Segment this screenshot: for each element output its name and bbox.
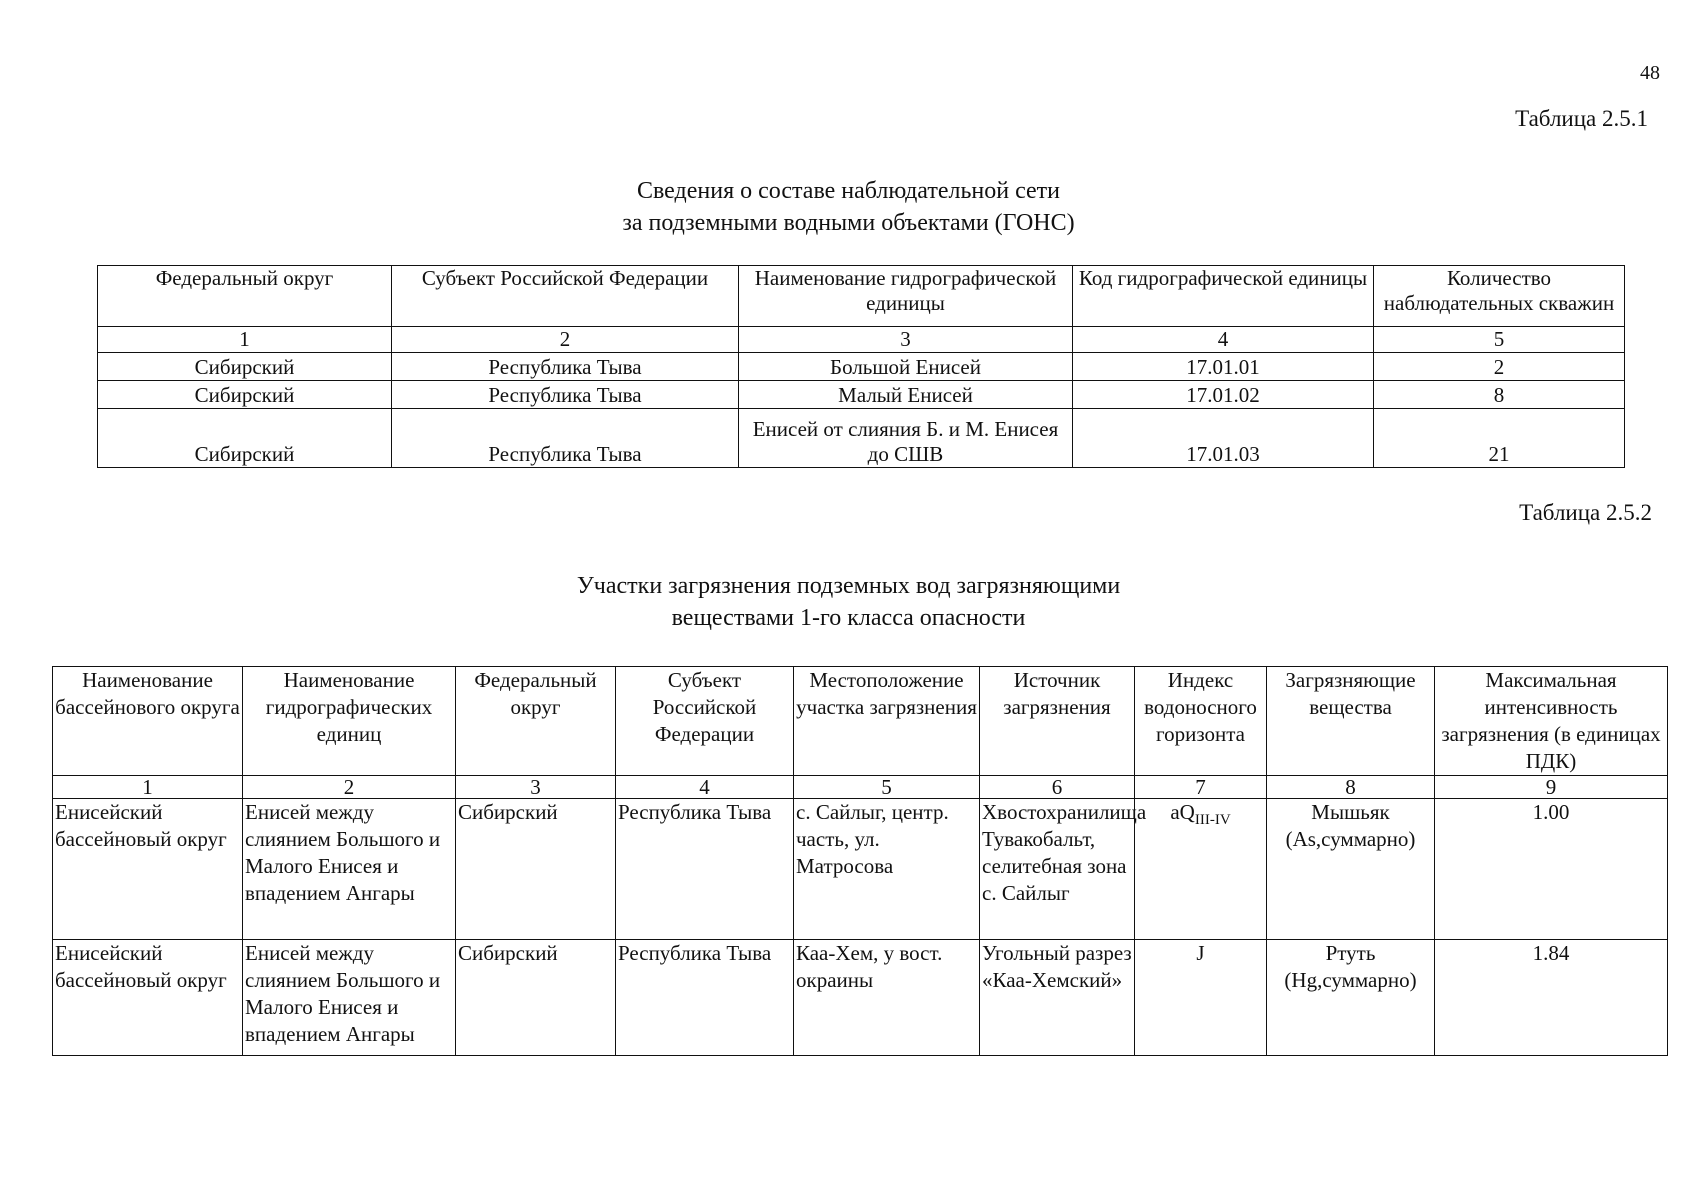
aquifer-index-subscript: III-IV <box>1194 812 1231 829</box>
header-row <box>53 667 1668 776</box>
units-cell: Енисей между слиянием Большого и Малого Енисея и впадением Ангары <box>243 799 456 940</box>
basin-cell: Енисейский бассейновый округ <box>53 799 243 940</box>
table-cell: 17.01.01 <box>1073 353 1374 381</box>
column-number: 6 <box>980 776 1135 799</box>
table-cell: 17.01.03 <box>1073 409 1374 468</box>
column-number: 7 <box>1135 776 1267 799</box>
aquifer-index: aQ <box>1170 800 1195 824</box>
column-number: 8 <box>1267 776 1435 799</box>
column-number: 5 <box>1374 327 1625 353</box>
table-title <box>0 175 1697 239</box>
column-number: 1 <box>53 776 243 799</box>
table-title-line: Сведения о составе наблюдательной сети <box>636 178 1061 204</box>
column-number: 3 <box>739 327 1073 353</box>
column-header: Наименование гидрографической единицы <box>739 266 1073 327</box>
column-header: Местоположение участка загрязнения <box>794 667 980 776</box>
max-intensity-cell: 1.00 <box>1435 799 1668 940</box>
column-header: Наименование бассейнового округа <box>53 667 243 776</box>
table-cell: 2 <box>1374 353 1625 381</box>
column-header: Субъект Российской Федерации <box>616 667 794 776</box>
table-cell: Малый Енисей <box>739 381 1073 409</box>
aquifer-index: J <box>1196 941 1205 965</box>
column-header: Загрязняющие вещества <box>1267 667 1435 776</box>
table-cell: 8 <box>1374 381 1625 409</box>
table-row <box>98 409 1625 468</box>
table-title <box>0 570 1697 634</box>
column-header: Федеральный округ <box>98 266 392 327</box>
table-cell: Республика Тыва <box>392 409 739 468</box>
table-row <box>98 381 1625 409</box>
table-cell: Енисей от слияния Б. и М. Енисея до СШВ <box>739 409 1073 468</box>
table-cell: Сибирский <box>98 353 392 381</box>
table-row <box>98 353 1625 381</box>
location-cell: с. Сайлыг, центр. часть, ул. Матросова <box>794 799 980 940</box>
table-cell: 21 <box>1374 409 1625 468</box>
location-cell: Каа-Хем, у вост. окраины <box>794 940 980 1056</box>
column-header: Источник загрязнения <box>980 667 1135 776</box>
column-number: 9 <box>1435 776 1668 799</box>
column-header: Субъект Российской Федерации <box>392 266 739 327</box>
column-header: Максимальная интенсивность загрязнения (в единицах ПДК) <box>1435 667 1668 776</box>
source-cell: Хвостохранилища Тувакобальт, селитебная зона с. Сайлыг <box>980 799 1135 940</box>
table-row <box>53 940 1668 1056</box>
page-number: 48 <box>1640 62 1660 84</box>
column-header: Код гидрографической единицы <box>1073 266 1374 327</box>
table-cell: Сибирский <box>98 381 392 409</box>
table-cell: Сибирский <box>98 409 392 468</box>
column-number: 2 <box>392 327 739 353</box>
column-number: 5 <box>794 776 980 799</box>
table-title-line: веществами 1-го класса опасности <box>671 605 1026 631</box>
table-cell: 17.01.02 <box>1073 381 1374 409</box>
pollutant-cell: Ртуть (Hg,суммарно) <box>1267 940 1435 1056</box>
subject-cell: Республика Тыва <box>616 940 794 1056</box>
column-number: 1 <box>98 327 392 353</box>
table-caption: Таблица 2.5.1 <box>1515 106 1648 131</box>
table-row <box>53 799 1668 940</box>
max-intensity-cell: 1.84 <box>1435 940 1668 1056</box>
header-row <box>98 266 1625 327</box>
column-header: Индекс водоносного горизонта <box>1135 667 1267 776</box>
units-cell: Енисей между слиянием Большого и Малого Енисея и впадением Ангары <box>243 940 456 1056</box>
column-header: Наименование гидрографических единиц <box>243 667 456 776</box>
table-cell: Республика Тыва <box>392 353 739 381</box>
column-number: 4 <box>616 776 794 799</box>
column-number-row <box>98 327 1625 353</box>
column-header: Федеральный округ <box>456 667 616 776</box>
table-cell: Республика Тыва <box>392 381 739 409</box>
source-cell: Угольный разрез «Каа-Хемский» <box>980 940 1135 1056</box>
district-cell: Сибирский <box>456 940 616 1056</box>
pollutant-cell: Мышьяк (As,суммарно) <box>1267 799 1435 940</box>
table-cell: Большой Енисей <box>739 353 1073 381</box>
table-title-line: Участки загрязнения подземных вод загрязняющими <box>576 573 1121 599</box>
observation-network-table <box>97 265 1625 468</box>
table-caption: Таблица 2.5.2 <box>1519 500 1652 525</box>
column-number-row <box>53 776 1668 799</box>
column-number: 3 <box>456 776 616 799</box>
pollution-sites-table <box>52 666 1668 1056</box>
column-number: 4 <box>1073 327 1374 353</box>
basin-cell: Енисейский бассейновый округ <box>53 940 243 1056</box>
column-number: 2 <box>243 776 456 799</box>
aquifer-index-cell <box>1135 940 1267 1056</box>
column-header: Количество наблюдательных скважин <box>1374 266 1625 327</box>
district-cell: Сибирский <box>456 799 616 940</box>
aquifer-index-cell <box>1135 799 1267 940</box>
subject-cell: Республика Тыва <box>616 799 794 940</box>
table-title-line: за подземными водными объектами (ГОНС) <box>622 210 1075 236</box>
